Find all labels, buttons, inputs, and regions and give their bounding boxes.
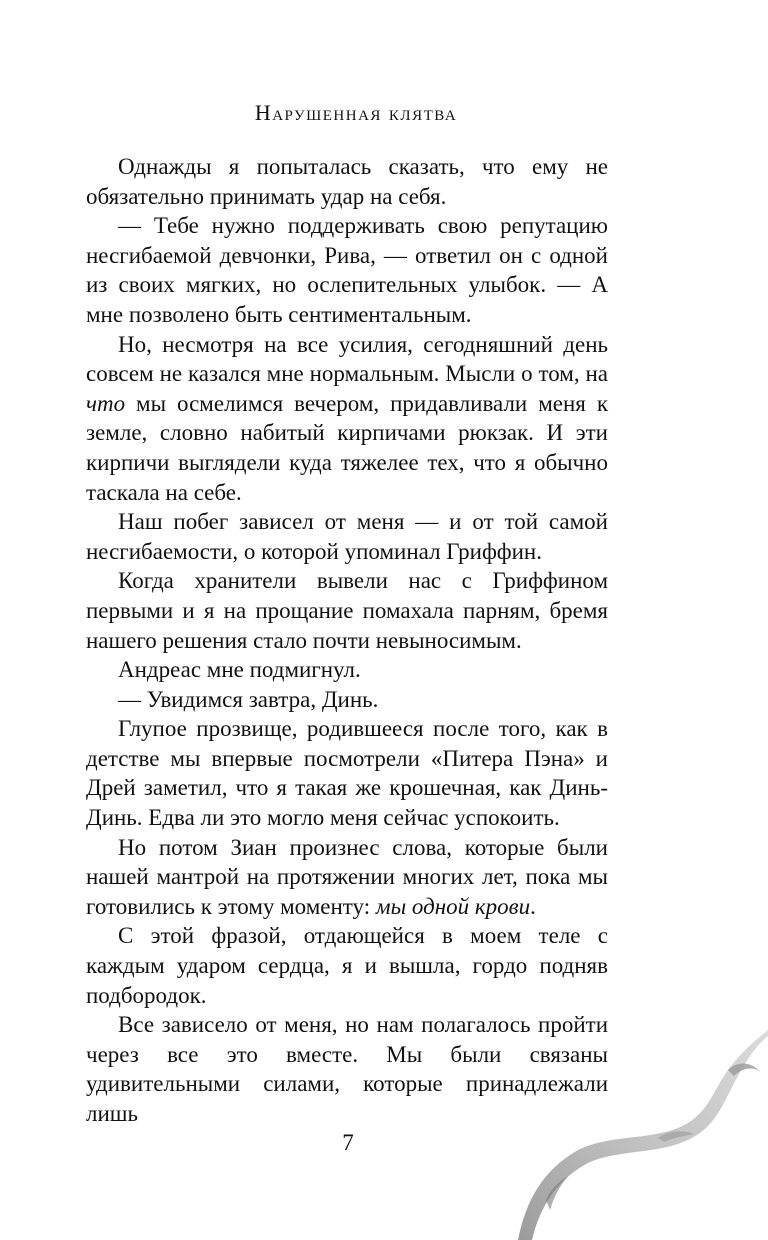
paragraph-9-start: Но потом Зиан произнес слова, которые были нашей мантрой на протяжении многих лет, пока мы готовились к этому моменту: — [86, 834, 608, 919]
paragraph-2: — Тебе нужно поддерживать свою репутацию несгибаемой девчонки, Рива, — ответил он с одной из своих мягких, но ослепительных улыбок. — А мне позволено быть сентиментальным. — [86, 213, 608, 327]
decorative-brushstroke — [498, 1000, 768, 1240]
paragraph-4: Наш побег зависел от меня — и от той самой несгибаемости, о которой упоминал Гриффин. — [86, 509, 608, 564]
paragraph-7: — Увидимся завтра, Динь. — [118, 686, 379, 712]
paragraph-8: Глупое прозвище, родившееся после того, как в детстве мы впервые посмотрели «Питера Пэна» и Дрей заметил, что я такая же крошечная, как Динь-Динь. Едва ли это могло меня сейчас успокоить. — [86, 716, 608, 831]
paragraph-9 — [86, 833, 608, 922]
paragraph-3-emphasis: что — [86, 390, 126, 416]
paragraph-3 — [86, 330, 608, 508]
running-head: Нарушенная клятва — [254, 100, 458, 125]
paragraph-11: Все зависело от меня, но нам полагалось пройти через все это вместе. Мы были связаны удивительными силами, которые принадлежали лишь — [86, 1012, 608, 1126]
paragraph-3-start: Но, несмотря на все усилия, сегодняшний день совсем не казался мне нормальным. Мысли о том, на — [86, 331, 608, 387]
paragraph-9-emphasis: мы одной крови — [375, 893, 531, 919]
paragraph-6: Андреас мне подмигнул. — [118, 657, 361, 683]
page-number: 7 — [342, 1130, 354, 1155]
body-text — [86, 152, 608, 1129]
paragraph-1: Однажды я попыталась сказать, что ему не обязательно принимать удар на себя. — [86, 154, 608, 209]
paragraph-3-end: мы осмелимся вечером, придавливали меня к земле, словно набитый кирпичами рюкзак. И эти кирпичи выглядели куда тяжелее тех, что я обычно таскала на себе. — [86, 390, 608, 505]
paragraph-9-end: . — [530, 893, 536, 919]
paragraph-5: Когда хранители вывели нас с Гриффином первыми и я на прощание помахала парням, бремя нашего решения стало почти невыносимым. — [86, 568, 608, 653]
paragraph-10: С этой фразой, отдающейся в моем теле с каждым ударом сердца, я и вышла, гордо подняв подбородок. — [86, 923, 608, 1008]
